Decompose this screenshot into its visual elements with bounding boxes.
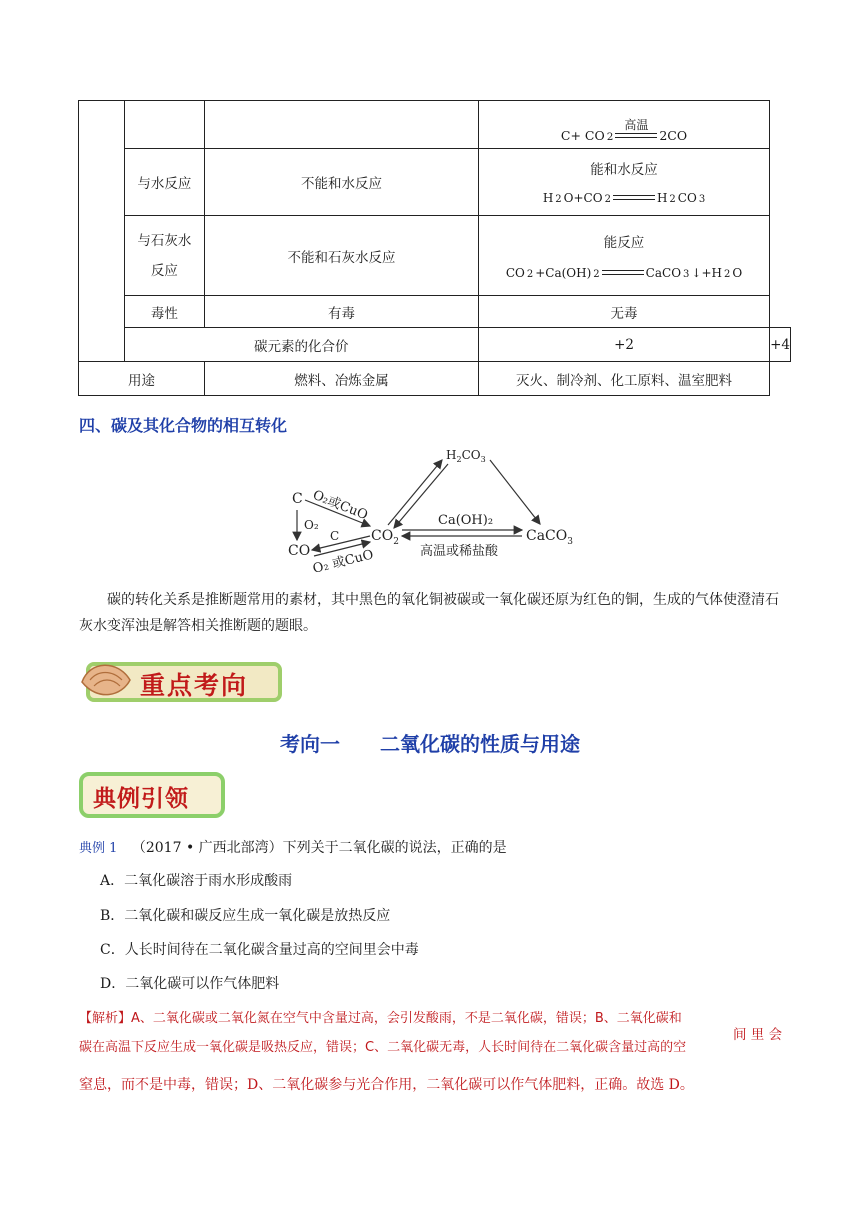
chemical-equation bbox=[543, 191, 705, 205]
option-c: C．人长时间待在二氧化碳含量过高的空间里会中毒 bbox=[100, 942, 419, 958]
eq-part: CaCO bbox=[645, 265, 682, 280]
co2-valence-cell: +4 bbox=[770, 328, 791, 362]
subscript: 2 bbox=[669, 194, 676, 205]
table-cell bbox=[205, 101, 479, 149]
chemical-equation bbox=[506, 266, 742, 280]
label-o2-cuo-top: O₂或CuO bbox=[310, 487, 370, 524]
table-row bbox=[79, 101, 791, 149]
node-caco3: CaCO$_3$ bbox=[526, 528, 573, 547]
analysis-line-2: 碳在高温下反应生成一氧化碳是吸热反应，错误；C、二氧化碳无毒，人长时间待在二氧化碳含量过高的空 bbox=[79, 1040, 687, 1055]
co-toxic-cell: 有毒 bbox=[205, 296, 479, 328]
row-label-toxic: 毒性 bbox=[124, 296, 204, 328]
equation-arrow bbox=[613, 195, 655, 205]
table-row bbox=[79, 296, 791, 328]
label-o2-left: O₂ bbox=[304, 518, 319, 532]
table-row bbox=[79, 362, 791, 396]
co-valence-cell: +2 bbox=[478, 328, 769, 362]
subscript: 2 bbox=[526, 268, 534, 280]
eq-part: H bbox=[542, 191, 554, 205]
row-label-use: 用途 bbox=[79, 362, 205, 396]
chemical-equation bbox=[561, 119, 687, 143]
equation-arrow bbox=[615, 119, 657, 143]
co2-water-cell bbox=[478, 149, 769, 216]
table-cell-equation bbox=[478, 101, 769, 149]
co-lime-cell: 不能和石灰水反应 bbox=[205, 216, 479, 296]
section-title: 四、碳及其化合物的相互转化 bbox=[79, 416, 288, 435]
label-line: 与石灰水 bbox=[137, 232, 192, 249]
node-h2co3: $H_2CO_3$ bbox=[446, 448, 486, 464]
co2-lime-cell bbox=[478, 216, 769, 296]
question-source: （2017 • 广西北部湾）下列关于二氧化碳的说法，正确的是 bbox=[131, 840, 507, 856]
option-b: B．二氧化碳和碳反应生成一氧化碳是放热反应 bbox=[100, 908, 391, 924]
reaction-condition: 高温 bbox=[624, 118, 649, 132]
eq-part: O bbox=[732, 265, 743, 280]
example-banner bbox=[78, 771, 226, 819]
row-label-valence: 碳元素的化合价 bbox=[124, 328, 478, 362]
banner-title: 典例引领 bbox=[93, 786, 189, 812]
key-points-banner bbox=[78, 656, 284, 706]
subscript: 2 bbox=[593, 268, 600, 280]
table-cell bbox=[124, 101, 204, 149]
node-co2: $CO_2$ bbox=[371, 528, 399, 547]
analysis-line-1: 【解析】A、二氧化碳或二氧化氮在空气中含量过高，会引发酸雨，不是二氧化碳，错误；B、二氧化碳和 bbox=[79, 1011, 682, 1026]
eq-part: CO bbox=[677, 191, 697, 205]
table-row bbox=[79, 149, 791, 216]
eq-part: H bbox=[656, 191, 668, 205]
conversion-paragraph: 碳的转化关系是推断题常用的素材，其中黑色的氧化铜被碳或一氧化碳还原为红色的铜，生成的气体使澄清石灰水变浑浊是解答相关推断题的题眼。 bbox=[79, 592, 779, 634]
co2-water-text: 能和水反应 bbox=[590, 162, 658, 178]
option-d: D．二氧化碳可以作气体肥料 bbox=[100, 976, 280, 992]
subscript: 2 bbox=[604, 194, 611, 205]
label-c: C bbox=[330, 529, 340, 543]
node-co: CO bbox=[288, 543, 311, 559]
eq-part: O+CO bbox=[563, 191, 603, 205]
co-use-cell: 燃料、冶炼金属 bbox=[205, 362, 479, 396]
equation-left: C+ CO bbox=[560, 128, 605, 143]
row-label-water: 与水反应 bbox=[124, 149, 204, 216]
subscript: 3 bbox=[698, 194, 706, 205]
co-water-cell: 不能和水反应 bbox=[205, 149, 479, 216]
option-a: A．二氧化碳溶于雨水形成酸雨 bbox=[100, 873, 293, 889]
table-merged-cell bbox=[79, 101, 125, 362]
analysis-line-3: 窒息，而不是中毒，错误；D、二氧化碳参与光合作用，二氧化碳可以作气体肥料，正确。故选 D。 bbox=[79, 1077, 694, 1093]
label-heat-acid: 高温或稀盐酸 bbox=[420, 544, 499, 559]
eq-part: ↓+H bbox=[691, 265, 722, 280]
label-line: 反应 bbox=[150, 262, 178, 279]
subscript: 2 bbox=[555, 194, 562, 205]
analysis-tail: 间 里 会 bbox=[733, 1027, 783, 1043]
topic-title: 考向一 二氧化碳的性质与用途 bbox=[280, 732, 580, 756]
table-row bbox=[79, 328, 791, 362]
eq-part: +Ca(OH) bbox=[535, 265, 592, 280]
node-c: C bbox=[292, 491, 303, 507]
equation-right: 2CO bbox=[659, 128, 688, 143]
label-caoh2: Ca(OH)₂ bbox=[438, 513, 494, 528]
table-row bbox=[79, 216, 791, 296]
co2-toxic-cell: 无毒 bbox=[478, 296, 769, 328]
banner-title: 重点考向 bbox=[140, 671, 249, 700]
label-o2-cuo-bottom: O₂ 或CuO bbox=[311, 547, 376, 577]
comparison-table bbox=[78, 100, 791, 396]
subscript: 2 bbox=[723, 268, 731, 280]
row-label-lime bbox=[124, 216, 204, 296]
subscript: 3 bbox=[683, 268, 690, 280]
co2-use-cell: 灭火、制冷剂、化工原料、温室肥料 bbox=[478, 362, 769, 396]
carbon-conversion-diagram bbox=[270, 440, 590, 580]
question-line bbox=[79, 837, 507, 857]
co2-lime-text: 能反应 bbox=[603, 234, 645, 251]
eq-part: CO bbox=[505, 265, 525, 280]
subscript: 2 bbox=[606, 131, 614, 143]
example-label: 典例 1 bbox=[79, 841, 118, 856]
equation-arrow bbox=[602, 270, 644, 280]
